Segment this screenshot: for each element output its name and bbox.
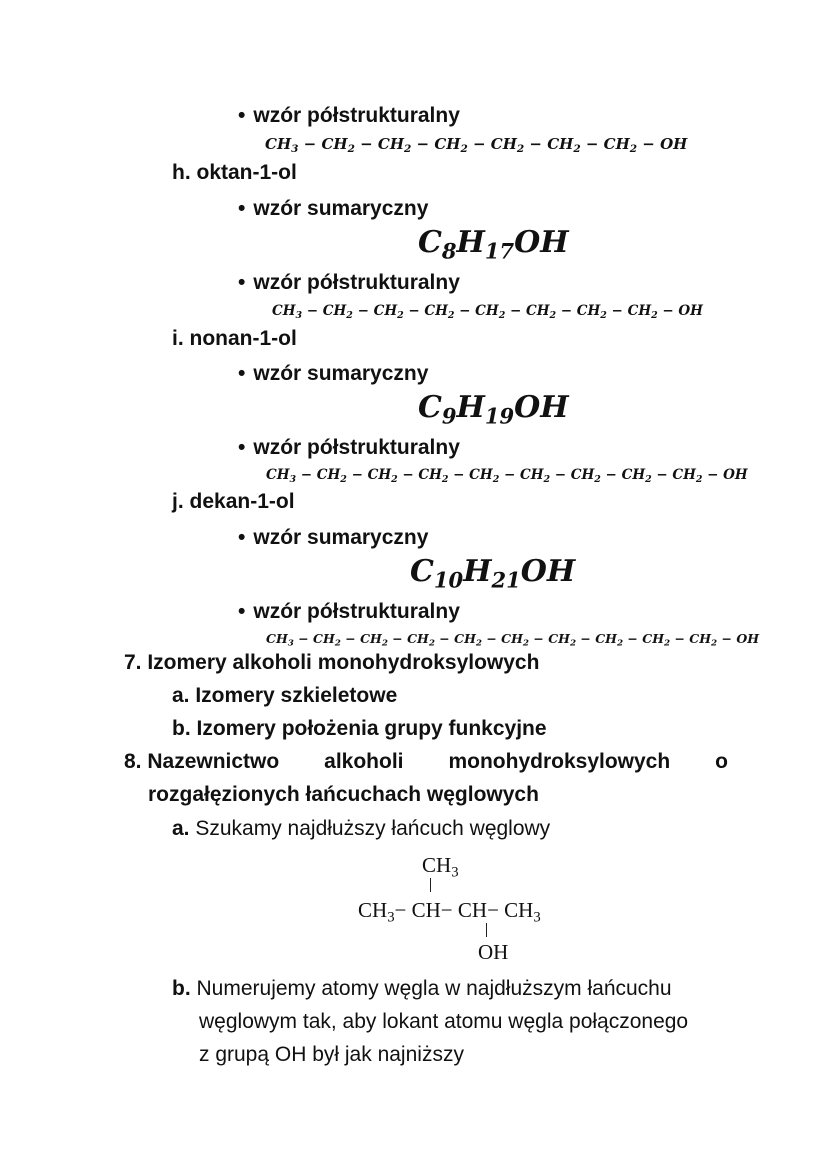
section-8-step-b-line2: węglowym tak, aby lokant atomu węgla połączonego bbox=[199, 1010, 689, 1033]
bullet-structural-decanol: • wzór półstrukturalny bbox=[238, 600, 460, 624]
heading-octanol: h. oktan-1-ol bbox=[172, 161, 297, 184]
section-8-title-line1 bbox=[124, 750, 728, 774]
section-8-word: o bbox=[715, 750, 728, 773]
structural-formula-nonanol: $CH_3 - CH_2 - CH_2 - CH_2 - CH_2 - CH_2 - CH_2 - CH_2 - CH_2$ − OH bbox=[266, 467, 748, 485]
section-8-title-line2: rozgałęzionych łańcuchach węglowych bbox=[148, 783, 539, 806]
bond-vertical-bottom bbox=[486, 923, 487, 937]
bullet-summary-nonanol: • wzór sumaryczny bbox=[238, 362, 428, 386]
summary-formula-nonanol: $C_9H_{19}OH$ bbox=[418, 390, 569, 429]
bullet-structural-heptanol: • wzór półstrukturalny bbox=[238, 104, 460, 128]
step-label: a. bbox=[172, 817, 190, 840]
summary-formula-decanol: $C_{10}H_{21}OH$ bbox=[410, 554, 576, 593]
bullet-structural-octanol: • wzór półstrukturalny bbox=[238, 271, 460, 295]
structural-formula-octanol: $CH_3 - CH_2 - CH_2 - CH_2 - CH_2 - CH_2 - CH_2 - CH_2$ − OH bbox=[272, 303, 703, 321]
heading-nonanol: i. nonan-1-ol bbox=[172, 327, 297, 350]
structural-formula-decanol: $CH_3 - CH_2 - CH_2 - CH_2 - CH_2 - CH_2 - CH_2 - CH_2 - CH_2 - CH_2$ − OH bbox=[266, 631, 760, 649]
section-8-step-b bbox=[172, 972, 672, 1005]
step-text: Szukamy najdłuższy łańcuch węglowy bbox=[195, 817, 551, 840]
heading-decanol: j. dekan-1-ol bbox=[172, 490, 295, 513]
bullet-structural-nonanol: • wzór półstrukturalny bbox=[238, 436, 460, 460]
section-8-word: monohydroksylowych bbox=[448, 750, 671, 773]
step-label: b. bbox=[172, 977, 191, 1000]
section-7-item-b: b. Izomery położenia grupy funkcyjne bbox=[172, 717, 547, 740]
structure-main-chain: $CH_3- CH- CH- CH_3$ bbox=[358, 898, 541, 926]
bullet-summary-octanol: • wzór sumaryczny bbox=[238, 197, 428, 221]
section-8-step-a bbox=[172, 812, 550, 845]
section-7-item-a: a. Izomery szkieletowe bbox=[172, 684, 398, 707]
section-8-step-b-line3: z grupą OH był jak najniższy bbox=[199, 1043, 464, 1066]
formula-text: $CH_3 - CH_2 - CH_2 - CH_2 - CH_2 - CH_2 - CH_2$ − OH bbox=[265, 135, 688, 156]
step-text-line1: Numerujemy atomy węgla w najdłuższym łańcuchu bbox=[196, 977, 672, 1000]
summary-formula-octanol: $C_8H_{17}OH$ bbox=[418, 225, 569, 264]
structural-formula-heptanol bbox=[265, 135, 687, 155]
bond-vertical-top bbox=[430, 878, 431, 892]
bullet-summary-decanol: • wzór sumaryczny bbox=[238, 526, 428, 550]
structure-top-group: $CH_3$ bbox=[422, 853, 459, 881]
section-8-word: 8. Nazewnictwo bbox=[124, 750, 280, 773]
section-8-word: alkoholi bbox=[324, 750, 404, 773]
section-7-title: 7. Izomery alkoholi monohydroksylowych bbox=[124, 651, 540, 674]
structure-bottom-group: OH bbox=[478, 940, 509, 964]
